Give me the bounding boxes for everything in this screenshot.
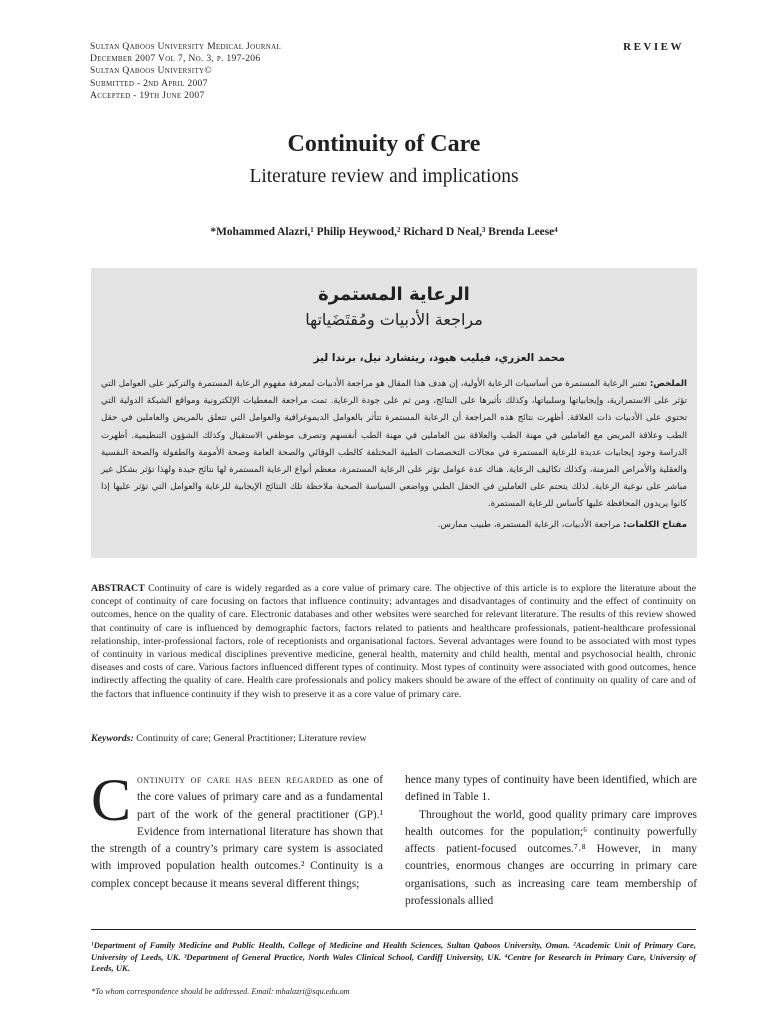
- intro-paragraph: [91, 767, 384, 893]
- intro-text: as one of the core values of primary care and as a fundamental part of the work of the general practitioner (GP).¹ Evidence from international literature has shown that the strength of a country’s primary care system is associated with improved population health outcomes.² Continuity is a complex concept because it means several different things;: [91, 774, 384, 890]
- section-label: REVIEW: [623, 41, 684, 53]
- arabic-title: الرعاية المستمرة: [318, 284, 470, 305]
- abstract-text: Continuity of care is widely regarded as a core value of primary care. The objective of this article is to explore the literature about the concept of continuity of care focusing on factors that influence continuity; advantages and disadvantages of continuity and the effect of continuity on outcomes, hence on the quality of care. Electronic databases and other websites were searched for relevant literature. The results of this review showed that continuity of care is influenced by demographic factors, factors related to patients and healthcare professionals, patient-healthcare professional relationship, inter-professional factors, role of receptionists and organisational factors. Several advantages were found to be associated with most types of continuity in various medical disciplines preventive medicine, general health, maternity and child health, mental and psychosocial health, chronic diseases and costs of care. Various factors influenced different types of continuity. Most types of continuity were associated with good outcomes, hence indirectly affecting the quality of care. Health care professionals and policy makers should be aware of the effect of continuity on quality of care and of the factors that influence continuity if they wish to preserve it as a core value of primary care.: [91, 583, 696, 700]
- body-paragraph-1: hence many types of continuity have been identified, which are defined in Table 1.: [405, 774, 697, 804]
- arabic-keywords-text: مراجعة الأدبيات، الرعاية المستمرة، طبيب ممارس.: [437, 519, 621, 530]
- keywords-label: Keywords:: [91, 733, 134, 744]
- submitted-date: Submitted - 2nd April 2007: [90, 77, 208, 89]
- arabic-abstract: [101, 376, 687, 514]
- footnote-divider: [91, 929, 696, 930]
- arabic-abstract-label: الملخص:: [649, 379, 688, 389]
- article-title: Continuity of Care: [287, 131, 481, 157]
- body-column-right: [405, 772, 697, 910]
- intro-smallcaps: ontinuity of care has been regarded: [137, 774, 334, 786]
- arabic-abstract-box: [91, 268, 697, 558]
- body-paragraph-2: Throughout the world, good quality primary care improves health outcomes for the population;⁶ continuity powerfully affects patient-focused outcomes.⁷˒⁸ However, in many countries, enormous changes are occurring in primary care organisations, such as increasing care team membership of professionals allied: [405, 808, 697, 908]
- arabic-authors: محمد العزري، فيليب هيود، ريتشارد نيل، برندا ليز: [313, 352, 565, 364]
- keywords: [91, 733, 696, 744]
- arabic-abstract-text: تعتبر الرعاية المستمرة من أساسيات الرعاية الأولية، إن هدف هذا المقال هو مراجعة الأدبيات لمعرفة مفهوم الرعاية المستمرة والتركيز على العوامل التي تؤثر على الاستمرارية، وإيجابياتها وسلبياتها، وكذلك تأثيرها على النتائج، ومن ثم على جودة الرعاية. تمت مراجعة المعطيات الإلكترونية ومواقع الشبكة الدولية التي تحتوي على الأدبيات ذات العلاقة. أظهرت نتائج هذه المراجعة أن الرعاية المستمرة تتأثر بالعوامل الديموغرافية والعوامل التي تتعلق بالمريض والعاملين في حقل الطب وعلاقة المريض مع العاملين في مهنة الطب والعلاقة بين العاملين في مهنة الطب أنفسهم وتصرف موظفي الاستقبال وكذلك الشؤون التنظيمية. أظهرت الدراسة وجود إيجابيات عديدة للرعاية المستمرة في مجالات التخصصات الطبية المختلفة كالطب الوقائي والصحة العامة وصحة الأمومة والطفولة والصحة النفسية والعقلية والأمراض المزمنة، وكذلك تكاليف الرعاية. هناك عدة عوامل تؤثر على الرعاية المستمرة، معظم أنواع الرعاية المستمرة لها نتائج جيدة ولهذا تؤثر بشكل غير مباشر على نوعية الرعاية. لذلك يتحتم على العاملين في الحقل الطبي وواضعي السياسة الصحية ملاحظة تلك النتائج الإيجابية للرعاية والعوامل التي تؤثر عليها إذا كانوا يريدون المحافظة عليها كأساس للرعاية المستمرة.: [101, 379, 687, 510]
- arabic-subtitle: مراجعة الأدبيات ومُقتَضَياتها: [305, 310, 483, 329]
- accepted-date: Accepted - 19th June 2007: [90, 89, 205, 101]
- arabic-keywords: [101, 520, 687, 530]
- keywords-text: Continuity of care; General Practitioner; Literature review: [133, 733, 367, 744]
- article-subtitle: Literature review and implications: [249, 166, 519, 187]
- english-abstract: [91, 582, 696, 701]
- arabic-keywords-label: مفتاح الكلمات:: [623, 519, 687, 530]
- drop-cap: C: [91, 767, 132, 833]
- author-affiliations: ¹Department of Family Medicine and Public Health, College of Medicine and Health Sciences, Sultan Qaboos University, Oman. ²Academic Unit of Primary Care, University of Leeds, UK. ³Department of General Practice, North Wales Clinical School, Cardiff University, UK. ⁴Centre for Research in Primary Care, University of Leeds, UK.: [91, 940, 696, 974]
- journal-publisher: Sultan Qaboos University©: [90, 65, 212, 77]
- journal-info: [90, 41, 281, 102]
- journal-issue: December 2007 Vol 7, No. 3, p. 197-206: [90, 53, 261, 65]
- journal-name: Sultan Qaboos University Medical Journal: [90, 41, 282, 52]
- author-list: *Mohammed Alazri,¹ Philip Heywood,² Richard D Neal,³ Brenda Leese⁴: [210, 226, 558, 238]
- body-column-left: [91, 767, 384, 893]
- correspondence-note: *To whom correspondence should be addressed. Email: mhalazri@squ.edu.om: [91, 987, 350, 996]
- abstract-label: ABSTRACT: [91, 583, 145, 594]
